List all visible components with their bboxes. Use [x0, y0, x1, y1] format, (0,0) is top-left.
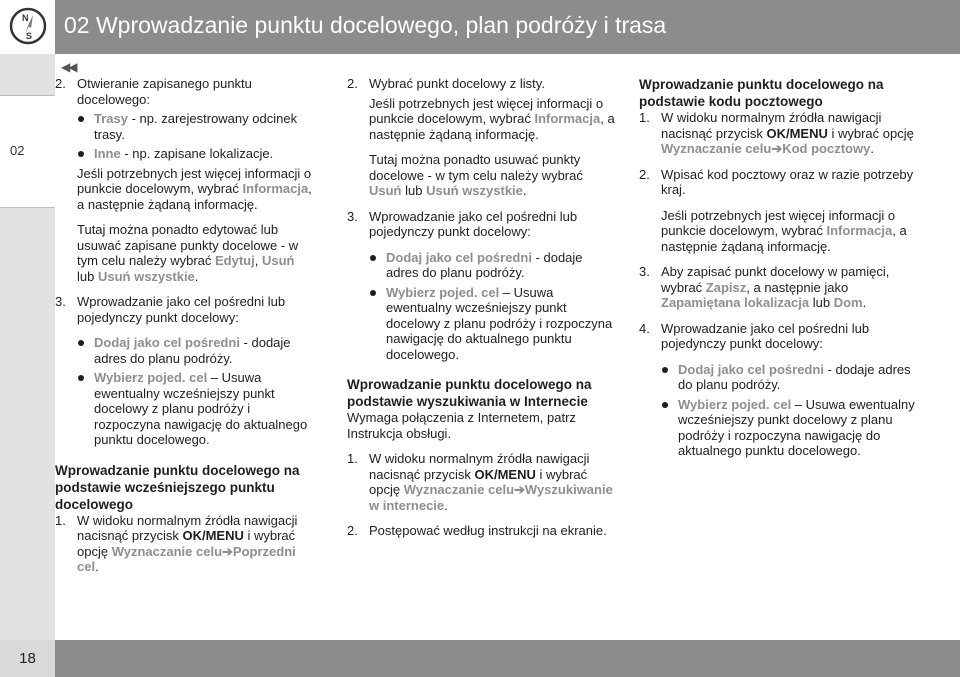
column-1 — [55, 76, 315, 575]
info-paragraph: Jeśli potrzebnych jest więcej informacji o punkcie docelowym, wybrać Informacja, a następnie żądaną informację. — [661, 207, 907, 254]
continued-marker: ◀◀ — [61, 60, 76, 74]
delete-paragraph: Tutaj można ponadto usuwać punkty docelowe - w tym celu należy wybrać Usuń lub Usuń wszystkie. — [369, 152, 583, 198]
section-heading: Wprowadzanie punktu docelowego na podstawie wcześniejszego punktu docelowego — [55, 462, 300, 512]
info-paragraph: Jeśli potrzebnych jest więcej informacji o punkcie docelowym, wybrać Informacja, a następnie żądaną informację. — [369, 95, 615, 142]
bullet-item: Wybierz pojed. cel – Usuwa ewentualny wcześniejszy punkt docelowy z planu podróży i rozpoczyna nawigację do aktualnego punktu docelowego. — [55, 370, 315, 448]
bullet-item: Trasy - np. zarejestrowany odcinek trasy. — [55, 111, 315, 142]
chapter-tab — [0, 95, 55, 208]
step-2: 2. Wybrać punkt docelowy z listy. — [347, 76, 545, 91]
step-3: 3. Wprowadzanie jako cel pośredni lub pojedynczy punkt docelowy: — [347, 208, 578, 239]
svg-text:N: N — [22, 13, 29, 23]
bullet-icon — [662, 367, 668, 373]
step-1: 1. W widoku normalnym źródła nawigacji nacisnąć przycisk OK/MENU i wybrać opcję Wyznaczanie celu➔Kod pocztowy. — [639, 110, 914, 156]
step-3: 3. Wprowadzanie jako cel pośredni lub pojedynczy punkt docelowy: — [55, 294, 286, 325]
step-2: 2. Wpisać kod pocztowy oraz w razie potrzeby kraj. — [639, 166, 914, 197]
step-2: 2. Otwieranie zapisanego punktu docelowego: — [55, 76, 252, 107]
column-3 — [639, 76, 919, 459]
bullet-icon — [78, 116, 84, 122]
step-1: 1. W widoku normalnym źródła nawigacji nacisnąć przycisk OK/MENU i wybrać opcję Wyznaczanie celu➔Wyszukiwanie w internecie. — [347, 451, 613, 513]
compass-icon — [9, 7, 47, 45]
bullet-item: Dodaj jako cel pośredni - dodaje adres do planu podróży. — [639, 362, 919, 393]
intro-text: Wymaga połączenia z Internetem, patrz Instrukcja obsługi. — [347, 410, 576, 441]
bullet-icon — [370, 255, 376, 261]
edit-paragraph: Tutaj można ponadto edytować lub usuwać zapisane punkty docelowe - w tym celu należy wybrać Edytuj, Usuń lub Usuń wszystkie. — [77, 222, 299, 284]
bullet-icon — [78, 340, 84, 346]
step-1: 1. W widoku normalnym źródła nawigacji nacisnąć przycisk OK/MENU i wybrać opcję Wyznaczanie celu➔Poprzedni cel. — [55, 512, 298, 574]
bullet-item: Dodaj jako cel pośredni - dodaje adres do planu podróży. — [347, 250, 617, 281]
info-paragraph: Jeśli potrzebnych jest więcej informacji o punkcie docelowym, wybrać Informacja, a następnie żądaną informację. — [77, 165, 312, 212]
page-number: 18 — [0, 640, 55, 677]
section-heading: Wprowadzanie punktu docelowego na podstawie kodu pocztowego — [639, 77, 884, 109]
section-heading: Wprowadzanie punktu docelowego na podstawie wyszukiwania w Internecie — [347, 377, 592, 409]
bullet-icon — [370, 290, 376, 296]
column-2 — [347, 76, 617, 539]
arrow-icon: ➔ — [222, 543, 233, 559]
bullet-icon — [662, 402, 668, 408]
step-2b: 2. Postępować według instrukcji na ekranie. — [347, 523, 607, 538]
arrow-icon: ➔ — [514, 482, 525, 497]
chapter-number: 02 — [10, 143, 25, 158]
bullet-item: Inne - np. zapisane lokalizacje. — [55, 146, 315, 162]
bullet-icon — [78, 375, 84, 381]
bullet-item: Dodaj jako cel pośredni - dodaje adres do planu podróży. — [55, 335, 315, 366]
bullet-item: Wybierz pojed. cel – Usuwa ewentualny wcześniejszy punkt docelowy z planu podróży i rozpoczyna nawigację do aktualnego punktu docelowego. — [347, 285, 617, 363]
svg-text:S: S — [26, 31, 33, 41]
header-icon-area — [0, 0, 55, 54]
page-title: 02 Wprowadzanie punktu docelowego, plan podróży i trasa — [64, 12, 667, 38]
step-4: 4. Wprowadzanie jako cel pośredni lub pojedynczy punkt docelowy: — [639, 320, 870, 351]
bullet-icon — [78, 151, 84, 157]
bullet-item: Wybierz pojed. cel – Usuwa ewentualny wcześniejszy punkt docelowy z planu podróży i rozpoczyna nawigację do aktualnego punktu docelowego. — [639, 397, 919, 459]
arrow-icon: ➔ — [771, 141, 783, 156]
step-3: 3. Aby zapisać punkt docelowy w pamięci, wybrać Zapisz, a następnie jako Zapamiętana lokalizacja lub Dom. — [639, 264, 890, 310]
page-footer — [0, 640, 960, 677]
